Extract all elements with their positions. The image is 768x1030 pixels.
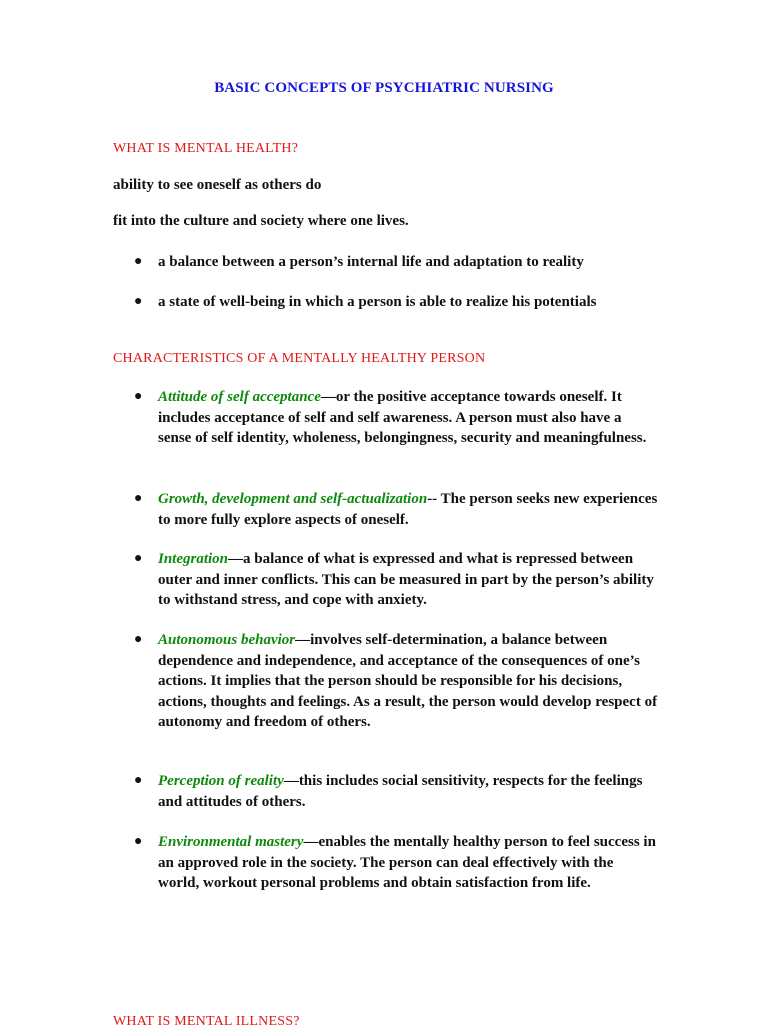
bullet-icon: ● [134,632,143,647]
list-item-text [158,771,658,812]
term-label: Perception of reality [158,773,284,789]
term-description: —or the positive acceptance towards oneself. It includes acceptance of self and self awareness. A person must also have a sense of self identity, wholeness, belongingness, security and meaningfulness. [158,389,647,446]
term-description: —this includes social sensitivity, respects for the feelings and attitudes of others. [158,773,643,810]
paragraph-fit-into-culture: fit into the culture and society where one lives. [113,213,409,229]
term-label: Integration [158,551,229,567]
bullet-icon: ● [134,389,143,404]
heading-what-is-mental-illness: WHAT IS MENTAL ILLNESS? [113,1014,300,1029]
bullet-icon: ● [134,294,143,309]
bullet-icon: ● [134,834,143,849]
bullet-icon: ● [134,491,143,506]
term-description: —a balance of what is expressed and what is repressed between outer and inner conflicts. This can be measured in part by the person’s ability to withstand stress, and cope with anxiety. [158,551,654,608]
term-description: -- The person seeks new experiences to more fully explore aspects of oneself. [158,491,658,528]
term-label: Attitude of self acceptance [158,389,321,405]
list-item-text [158,630,658,733]
bullet-icon: ● [134,773,143,788]
list-item-text [158,489,658,530]
list-item-text [158,387,658,449]
document-title: BASIC CONCEPTS OF PSYCHIATRIC NURSING [214,80,554,96]
list-item-text: a balance between a person’s internal life and adaptation to reality [158,254,584,270]
bullet-icon: ● [134,551,143,566]
paragraph-see-oneself: ability to see oneself as others do [113,177,322,193]
term-description: —enables the mentally healthy person to feel success in an approved role in the society. The person can deal effectively with the world, workout personal problems and obtain satisfaction from life. [158,834,656,891]
heading-characteristics: CHARACTERISTICS OF A MENTALLY HEALTHY PERSON [113,351,486,366]
list-item-text: a state of well-being in which a person is able to realize his potentials [158,294,597,310]
term-label: Environmental mastery [158,834,304,850]
term-label: Autonomous behavior [158,632,296,648]
term-description: —involves self-determination, a balance between dependence and independence, and acceptance of the consequences of one’s actions. It implies that the person should be responsible for his decisions, actions, thoughts and feelings. As a result, the person would develop respect of autonomy and freedom of others. [158,632,658,730]
term-label: Growth, development and self-actualization [158,491,428,507]
bullet-icon: ● [134,254,143,269]
list-item-text [158,832,658,894]
list-item-text [158,549,658,611]
heading-what-is-mental-health: WHAT IS MENTAL HEALTH? [113,141,299,156]
